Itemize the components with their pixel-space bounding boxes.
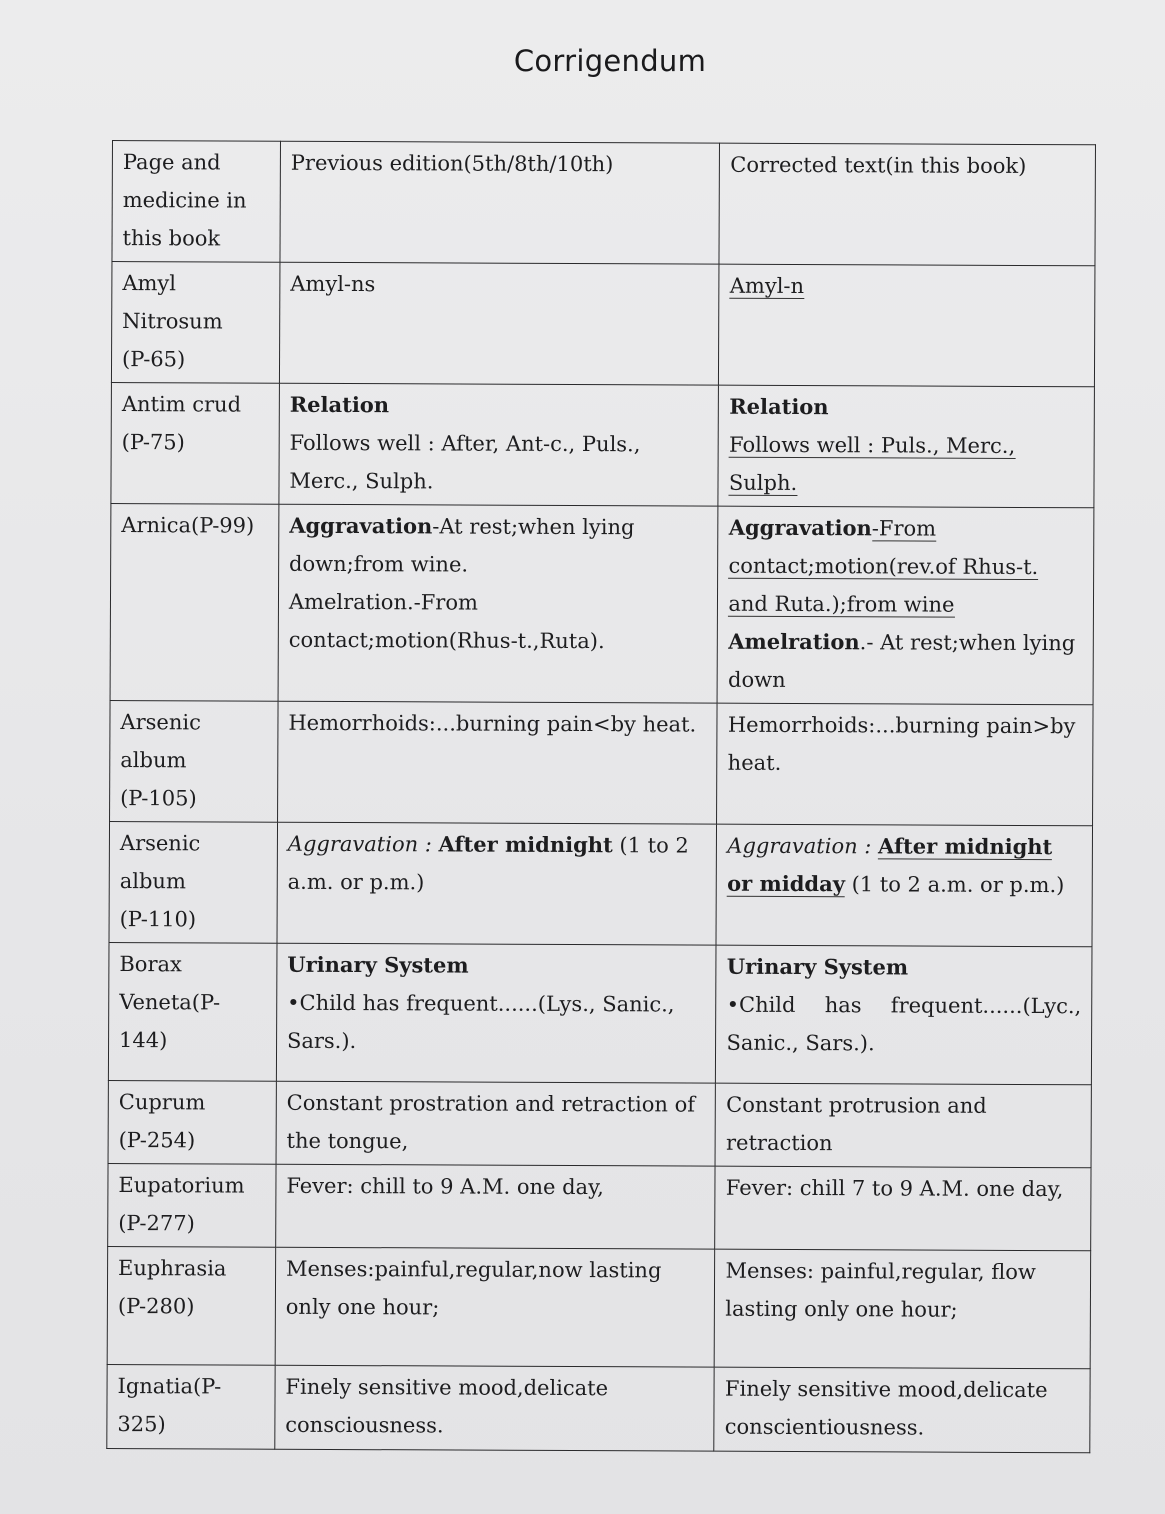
page-line: Arsenic album bbox=[119, 831, 201, 894]
corrected-cell bbox=[717, 703, 1093, 826]
page-cell bbox=[108, 1163, 276, 1247]
page-line: (P-277) bbox=[118, 1211, 195, 1236]
page-cell bbox=[111, 262, 279, 384]
corrected-bold: After midnight or midday bbox=[727, 833, 1053, 897]
previous-bold: After midnight bbox=[438, 831, 613, 858]
previous-text: (1 to 2 a.m. or p.m.) bbox=[287, 833, 689, 895]
page-line: (P-65) bbox=[121, 347, 186, 372]
corrected-heading: Urinary System bbox=[726, 953, 909, 980]
page-cell bbox=[109, 821, 277, 943]
previous-text: -At rest;when lying down;from wine. bbox=[289, 514, 635, 577]
table-row bbox=[109, 821, 1093, 946]
corrected-text: •Child has frequent......(Lyc., bbox=[726, 992, 1082, 1019]
table-row bbox=[111, 382, 1095, 507]
corrected-heading: Amelration bbox=[728, 628, 860, 655]
previous-cell bbox=[277, 822, 717, 945]
page-line: (P-75) bbox=[121, 430, 185, 455]
corrected-cell bbox=[716, 945, 1092, 1085]
corrected-text: .- At rest;when lying down bbox=[728, 630, 1076, 692]
previous-cell bbox=[279, 262, 719, 385]
previous-cell bbox=[279, 383, 719, 506]
page-line: Antim crud bbox=[121, 392, 242, 417]
corrected-cell bbox=[714, 1367, 1090, 1453]
corrected-text: Fever: chill 7 to 9 A.M. one day, bbox=[725, 1175, 1064, 1202]
page-line: (P-254) bbox=[118, 1128, 196, 1153]
previous-heading: Aggravation bbox=[289, 512, 433, 539]
corrected-cell bbox=[715, 1166, 1091, 1251]
corrected-italic: Aggravation : bbox=[727, 833, 879, 859]
page-line: (P-105) bbox=[120, 786, 197, 811]
corrected-cell bbox=[715, 1249, 1091, 1369]
page-cell bbox=[110, 700, 278, 822]
corrected-cell bbox=[718, 385, 1094, 508]
header-previous-cell bbox=[280, 141, 720, 264]
table-row bbox=[107, 1364, 1090, 1452]
page-line: Ignatia(P-325) bbox=[117, 1374, 222, 1437]
corrected-cell bbox=[716, 824, 1092, 947]
previous-cell bbox=[276, 943, 716, 1083]
previous-text: Finely sensitive mood,delicate consciousness. bbox=[285, 1374, 609, 1438]
page-cell bbox=[110, 503, 279, 701]
previous-cell bbox=[275, 1365, 715, 1451]
previous-heading: Relation bbox=[289, 391, 390, 418]
corrected-text: Menses: painful,regular, flow lasting only one hour; bbox=[725, 1258, 1036, 1322]
corrected-text: (1 to 2 a.m. or p.m.) bbox=[844, 872, 1065, 898]
table-row bbox=[108, 1080, 1091, 1167]
previous-text: Constant prostration and retraction of the tongue, bbox=[286, 1090, 696, 1154]
corrected-cell bbox=[715, 1083, 1091, 1168]
header-previous: Previous edition(5th/8th/10th) bbox=[290, 150, 614, 177]
header-page-cell bbox=[112, 141, 280, 263]
corrected-text: -From contact;motion(rev.of Rhus-t. and Ruta.);from wine bbox=[728, 516, 1039, 617]
corrected-text: Finely sensitive mood,delicate conscientiousness. bbox=[724, 1376, 1048, 1440]
previous-text: Follows well : After, Ant-c., Puls., Merc., Sulph. bbox=[289, 430, 641, 494]
page-line: Euphrasia bbox=[118, 1256, 227, 1281]
page-line: (P-280) bbox=[117, 1294, 195, 1319]
table-row bbox=[108, 942, 1092, 1084]
page-line: Eupatorium bbox=[118, 1173, 245, 1198]
table-row bbox=[110, 503, 1094, 704]
page-cell bbox=[107, 1246, 275, 1365]
header-corrected: Corrected text(in this book) bbox=[730, 152, 1027, 178]
header-page-line: medicine in bbox=[122, 188, 247, 213]
corrigendum-table bbox=[106, 140, 1096, 1453]
page-cell bbox=[107, 1364, 275, 1449]
previous-text: •Child has frequent......(Lys., Sanic., Sars.). bbox=[286, 990, 675, 1054]
previous-italic: Aggravation : bbox=[287, 831, 439, 857]
header-page-line: this book bbox=[122, 226, 221, 251]
page-line: Veneta(P-144) bbox=[119, 990, 221, 1053]
corrected-text: Constant protrusion and retraction bbox=[725, 1092, 987, 1156]
previous-text: Amelration.-From contact;motion(Rhus-t.,Ruta). bbox=[288, 589, 605, 654]
page-line: Borax bbox=[119, 952, 182, 977]
page-line: Nitrosum bbox=[122, 309, 223, 334]
corrected-text: Follows well : Puls., Merc., Sulph. bbox=[728, 432, 1016, 495]
previous-text: Amyl-ns bbox=[290, 271, 376, 297]
corrected-cell bbox=[717, 506, 1093, 705]
previous-cell bbox=[276, 1081, 716, 1166]
table-row bbox=[110, 700, 1094, 825]
page-line: Amyl bbox=[122, 271, 177, 296]
previous-heading: Urinary System bbox=[287, 951, 469, 978]
table-row bbox=[111, 262, 1095, 387]
corrected-text: Amyl-n bbox=[729, 273, 805, 299]
page-cell bbox=[108, 1080, 276, 1164]
page-line: Arnica(P-99) bbox=[121, 513, 255, 538]
corrected-heading: Aggravation bbox=[728, 514, 872, 541]
header-page-line: Page and bbox=[122, 150, 221, 175]
page-cell bbox=[111, 382, 279, 504]
page-line: (P-110) bbox=[119, 907, 197, 932]
corrected-text: Hemorrhoids:...burning pain>by heat. bbox=[727, 712, 1076, 775]
table-row bbox=[107, 1246, 1091, 1368]
corrected-cell bbox=[719, 264, 1095, 387]
table-row bbox=[108, 1163, 1091, 1250]
page-title: Corrigendum bbox=[513, 44, 707, 78]
previous-text: Menses:painful,regular,now lasting only one hour; bbox=[285, 1256, 662, 1320]
header-row bbox=[112, 141, 1096, 266]
header-corrected-cell bbox=[719, 143, 1095, 266]
page-line: Cuprum bbox=[118, 1090, 206, 1115]
previous-cell bbox=[275, 1247, 715, 1367]
previous-cell bbox=[278, 504, 718, 703]
previous-text: Hemorrhoids:...burning pain<by heat. bbox=[288, 710, 697, 737]
page-line: Arsenic album bbox=[120, 710, 201, 773]
corrected-text: Sanic., Sars.). bbox=[726, 1030, 875, 1056]
page-cell bbox=[108, 942, 277, 1081]
previous-cell bbox=[277, 701, 717, 824]
previous-cell bbox=[276, 1164, 716, 1249]
previous-text: Fever: chill to 9 A.M. one day, bbox=[286, 1173, 604, 1200]
corrected-heading: Relation bbox=[729, 393, 829, 420]
